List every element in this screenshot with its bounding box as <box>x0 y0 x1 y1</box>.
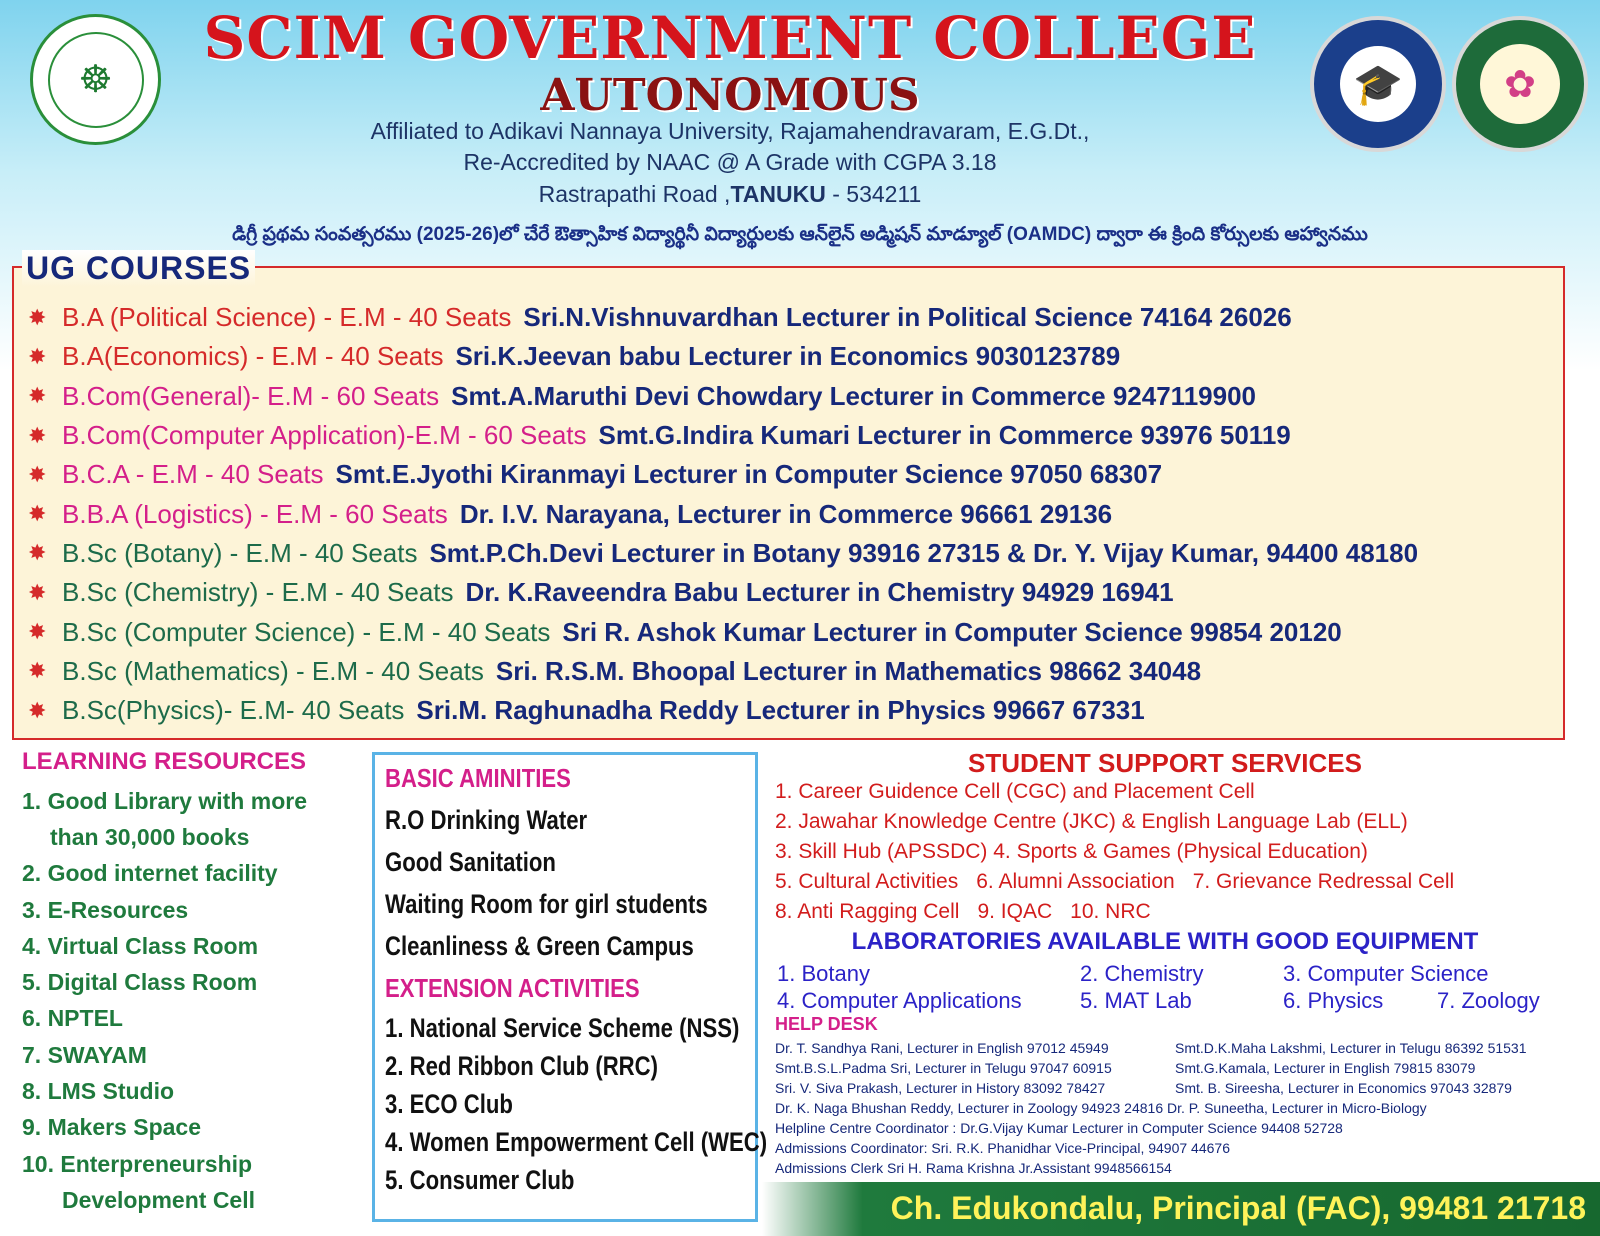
bullet-star-icon: ✸ <box>28 461 47 487</box>
amenity-item: Good Sanitation <box>385 847 556 877</box>
learning-item: 1. Good Library with more <box>22 787 307 814</box>
help-desk-title: HELP DESK <box>775 1014 878 1034</box>
course-name: B.Sc (Computer Science) - E.M - 40 Seats <box>62 616 551 647</box>
course-name: B.Sc (Chemistry) - E.M - 40 Seats <box>62 577 454 608</box>
header <box>0 0 1600 210</box>
course-lecturer: Smt.A.Maruthi Devi Chowdary Lecturer in Commerce 9247119900 <box>451 380 1256 411</box>
course-name: B.Sc (Botany) - E.M - 40 Seats <box>62 537 418 568</box>
bullet-star-icon: ✸ <box>28 501 47 527</box>
support-item: 10. NRC <box>1070 900 1151 923</box>
support-line <box>775 810 1426 834</box>
bullet-star-icon: ✸ <box>28 343 47 369</box>
course-name: B.Sc(Physics)- E.M- 40 Seats <box>62 695 405 726</box>
college-logo-icon: ✿ <box>1452 16 1588 152</box>
course-row <box>28 337 1558 376</box>
lab-item: 2. Chemistry <box>1080 961 1204 986</box>
address-town: TANUKU <box>730 181 826 207</box>
support-item: 3. Skill Hub (APSSDC) 4. Sports & Games (Physical Education) <box>775 840 1368 863</box>
extension-item: 4. Women Empowerment Cell (WEC) <box>385 1127 768 1157</box>
lab-item: 5. MAT Lab <box>1080 988 1192 1013</box>
lab-item: 6. Physics <box>1283 988 1384 1013</box>
course-row <box>28 573 1558 612</box>
help-contact: Admissions Coordinator: Sri. R.K. Phanidhar Vice-Principal, 94907 44676 <box>775 1140 1230 1156</box>
help-row <box>775 1120 1343 1136</box>
bullet-star-icon: ✸ <box>28 540 47 566</box>
ug-courses-title: UG COURSES <box>22 250 255 287</box>
course-name: B.C.A - E.M - 40 Seats <box>62 459 324 490</box>
learning-item: 5. Digital Class Room <box>22 969 258 996</box>
support-item: 9. IQAC <box>977 900 1053 923</box>
basic-amenities-title: BASIC AMINITIES <box>385 763 571 793</box>
course-row <box>28 534 1558 573</box>
bullet-star-icon: ✸ <box>28 422 47 448</box>
lab-item: 1. Botany <box>777 961 870 986</box>
help-contact: Admissions Clerk Sri H. Rama Krishna Jr.Assistant 9948566154 <box>775 1160 1172 1176</box>
address-prefix: Rastrapathi Road , <box>538 181 731 207</box>
bullet-star-icon: ✸ <box>28 383 47 409</box>
amenity-item: Cleanliness & Green Campus <box>385 931 694 961</box>
learning-item: 9. Makers Space <box>22 1114 202 1141</box>
andhra-pradesh-emblem-icon: ☸ <box>30 14 161 145</box>
course-row <box>28 455 1558 494</box>
amenity-item: Waiting Room for girl students <box>385 889 708 919</box>
support-item: 2. Jawahar Knowledge Centre (JKC) & English Language Lab (ELL) <box>775 810 1408 833</box>
course-row <box>28 416 1558 455</box>
support-item: 8. Anti Ragging Cell <box>775 900 960 923</box>
extension-item: 2. Red Ribbon Club (RRC) <box>385 1051 659 1081</box>
help-contact: Dr. K. Naga Bhushan Reddy, Lecturer in Zoology 94923 24816 Dr. P. Suneetha, Lecturer in Micro-Biology <box>775 1100 1427 1116</box>
support-item: 7. Grievance Redressal Cell <box>1192 870 1455 893</box>
support-line <box>775 870 1472 894</box>
course-name: B.Sc (Mathematics) - E.M - 40 Seats <box>62 655 484 686</box>
affiliation-line: Affiliated to Adikavi Nannaya University, Rajamahendravaram, E.G.Dt., <box>370 118 1090 144</box>
help-row <box>775 1100 1427 1116</box>
learning-resources-title: LEARNING RESOURCES <box>22 748 307 775</box>
telugu-invitation-banner: డిగ్రీ ప్రథమ సంవత్సరము (2025-26)లో చేరే ఔత్సాహిక విద్యార్థినీ విద్యార్థులకు ఆన్‌లైన్ అడ్మిషన్ మాడ్యూల్ (OAMDC) ద్వారా ఈ క్రింది కోర్సులకు ఆహ్వానము <box>232 224 1368 245</box>
learning-item: 2. Good internet facility <box>22 860 278 887</box>
course-lecturer: Sri.M. Raghunadha Reddy Lecturer in Physics 99667 67331 <box>416 695 1145 726</box>
help-contact: Helpline Centre Coordinator : Dr.G.Vijay Kumar Lecturer in Computer Science 94408 52728 <box>775 1120 1343 1136</box>
extension-activities-title: EXTENSION ACTIVITIES <box>385 973 640 1003</box>
course-row <box>28 652 1558 691</box>
bullet-star-icon: ✸ <box>28 658 47 684</box>
help-row <box>775 1080 1512 1096</box>
extension-item: 3. ECO Club <box>385 1089 513 1119</box>
address-line <box>160 181 1300 208</box>
learning-resources-list <box>22 783 362 1219</box>
lab-item: 7. Zoology <box>1437 988 1540 1013</box>
course-name: B.Com(General)- E.M - 60 Seats <box>62 380 440 411</box>
accreditation-line: Re-Accredited by NAAC @ A Grade with CGPA 3.18 <box>463 149 997 175</box>
help-row <box>775 1060 1476 1076</box>
course-name: B.A (Political Science) - E.M - 40 Seats <box>62 302 512 333</box>
learning-item: 6. NPTEL <box>22 1005 123 1032</box>
learning-item: Development Cell <box>62 1186 255 1213</box>
support-item: 1. Career Guidence Cell (CGC) and Placement Cell <box>775 780 1255 803</box>
course-row <box>28 612 1558 651</box>
course-lecturer: Smt.E.Jyothi Kiranmayi Lecturer in Computer Science 97050 68307 <box>335 459 1163 490</box>
course-lecturer: Sri.N.Vishnuvardhan Lecturer in Political Science 74164 26026 <box>523 302 1292 333</box>
course-name: B.A(Economics) - E.M - 40 Seats <box>62 341 444 372</box>
extension-item: 5. Consumer Club <box>385 1165 575 1195</box>
support-item: 5. Cultural Activities <box>775 870 959 893</box>
lab-item: 3. Computer Science <box>1283 961 1489 986</box>
support-line <box>775 900 1169 924</box>
course-name: B.Com(Computer Application)-E.M - 60 Seats <box>62 420 587 451</box>
student-support-title: STUDENT SUPPORT SERVICES <box>968 748 1362 778</box>
course-list <box>28 298 1558 730</box>
bullet-star-icon: ✸ <box>28 304 47 330</box>
course-row <box>28 377 1558 416</box>
help-contact: Smt.D.K.Maha Lakshmi, Lecturer in Telugu 86392 51531 <box>1175 1040 1527 1056</box>
learning-item: 3. E-Resources <box>22 896 189 923</box>
address-pin: - 534211 <box>825 181 922 207</box>
help-row <box>775 1160 1172 1176</box>
principal-contact: Ch. Edukondalu, Principal (FAC), 99481 21718 <box>890 1190 1586 1226</box>
support-line <box>775 780 1273 804</box>
learning-item: 7. SWAYAM <box>22 1041 147 1068</box>
lab-item: 4. Computer Applications <box>777 988 1022 1013</box>
help-contact: Smt.B.S.L.Padma Sri, Lecturer in Telugu 97047 60915 <box>775 1060 1112 1076</box>
course-lecturer: Sri.K.Jeevan babu Lecturer in Economics 9030123789 <box>455 341 1121 372</box>
help-contact: Dr. T. Sandhya Rani, Lecturer in English 97012 45949 <box>775 1040 1109 1056</box>
learning-item: 10. Enterpreneurship <box>22 1150 253 1177</box>
course-lecturer: Dr. I.V. Narayana, Lecturer in Commerce 96661 29136 <box>459 498 1113 529</box>
autonomous-label: AUTONOMOUS <box>540 70 920 121</box>
help-row <box>775 1040 1527 1056</box>
college-name: SCIM GOVERNMENT COLLEGE <box>203 4 1257 72</box>
course-lecturer: Smt.G.Indira Kumari Lecturer in Commerce 93976 50119 <box>598 420 1291 451</box>
course-lecturer: Sri R. Ashok Kumar Lecturer in Computer Science 99854 20120 <box>562 616 1342 647</box>
course-row <box>28 298 1558 337</box>
course-name: B.B.A (Logistics) - E.M - 60 Seats <box>62 498 448 529</box>
amenity-item: R.O Drinking Water <box>385 805 588 835</box>
laboratories-title: LABORATORIES AVAILABLE WITH GOOD EQUIPMENT <box>851 928 1479 955</box>
extension-item: 1. National Service Scheme (NSS) <box>385 1013 740 1043</box>
bullet-star-icon: ✸ <box>28 697 47 723</box>
course-lecturer: Dr. K.Raveendra Babu Lecturer in Chemistry 94929 16941 <box>465 577 1174 608</box>
help-contact: Sri. V. Siva Prakash, Lecturer in History 83092 78427 <box>775 1080 1106 1096</box>
commissionerate-logo-icon: 🎓 <box>1310 16 1446 152</box>
course-row <box>28 691 1558 730</box>
principal-footer <box>762 1182 1600 1236</box>
course-lecturer: Smt.P.Ch.Devi Lecturer in Botany 93916 27315 & Dr. Y. Vijay Kumar, 94400 48180 <box>429 537 1419 568</box>
bullet-star-icon: ✸ <box>28 579 47 605</box>
support-item: 6. Alumni Association <box>976 870 1175 893</box>
help-row <box>775 1140 1230 1156</box>
course-row <box>28 494 1558 533</box>
learning-item: than 30,000 books <box>50 823 250 850</box>
help-contact: Smt. B. Sireesha, Lecturer in Economics 97043 32879 <box>1175 1080 1512 1096</box>
course-lecturer: Sri. R.S.M. Bhoopal Lecturer in Mathematics 98662 34048 <box>495 655 1202 686</box>
amenities-panel <box>372 752 768 1222</box>
learning-item: 8. LMS Studio <box>22 1078 175 1105</box>
learning-item: 4. Virtual Class Room <box>22 932 259 959</box>
help-contact: Smt.G.Kamala, Lecturer in English 79815 83079 <box>1175 1060 1476 1076</box>
support-line <box>775 840 1386 864</box>
bullet-star-icon: ✸ <box>28 619 47 645</box>
